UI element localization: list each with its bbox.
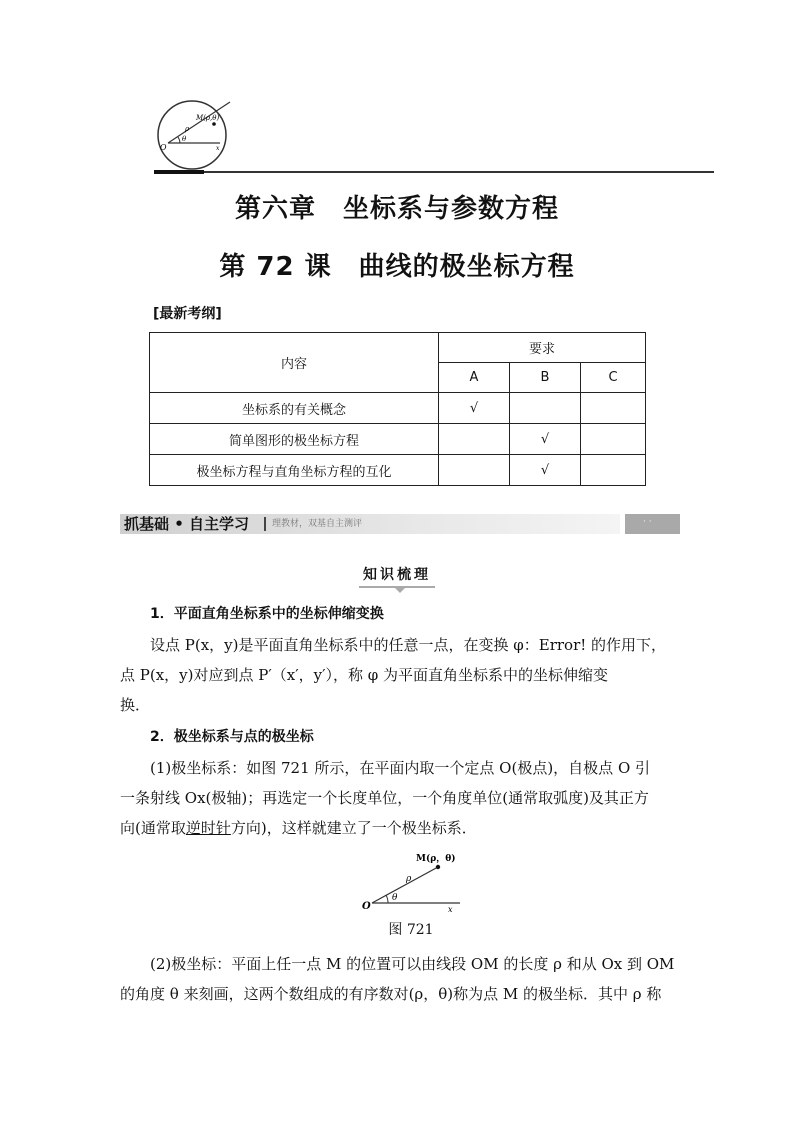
table-row [150,393,646,424]
paragraph-3-line-2: 的角度 θ 来刻画，这两个数组成的有序数对(ρ，θ)称为点 M 的极坐标．其中 ρ 称 [120,985,662,1003]
row-check-a: √ [439,393,510,424]
section-band [120,514,680,534]
chapter-title: 第六章 坐标系与参数方程 [234,194,559,224]
heading-2: 2．极坐标系与点的极坐标 [150,729,314,745]
heading-1: 1．平面直角坐标系中的坐标伸缩变换 [150,606,384,622]
fig-axis-label: x [448,905,453,914]
outline-label: [最新考纲] [153,306,222,322]
row-check-b: √ [510,424,581,455]
p2-post: 方向)，这样就建立了一个极坐标系． [230,819,477,837]
figure-caption: 图 721 [388,922,434,938]
paragraph-2-line-1: (1)极坐标系：如图 721 所示，在平面内取一个定点 O(极点)，自极点 O 引 [150,759,651,777]
lesson-title: 第 72 课 曲线的极坐标方程 [219,252,575,282]
row-check-b: √ [510,455,581,486]
logo-axis-label: x [216,145,220,152]
logo-origin-label: O [160,143,167,152]
polar-figure [360,845,470,915]
row-check-a [439,455,510,486]
section-heading-marker [393,586,407,593]
header-rule [154,171,714,173]
header-level-a: A [439,363,510,393]
header-content: 内容 [150,333,439,393]
row-content: 坐标系的有关概念 [150,393,439,424]
header-level-c: C [581,363,646,393]
header-rule-accent [154,170,204,174]
row-check-c [581,455,646,486]
logo-point-label: M(ρ,θ) [196,114,220,122]
row-check-b [510,393,581,424]
header-level-b: B [510,363,581,393]
logo-theta-label: θ [182,135,187,143]
paragraph-1-line-3: 换． [120,696,151,714]
point-m [436,865,440,869]
paragraph-3-line-1: (2)极坐标：平面上任一点 M 的位置可以由线段 OM 的长度 ρ 和从 Ox 到 OM [150,955,675,973]
paragraph-1-line-1: 设点 P(x，y)是平面直角坐标系中的任意一点，在变换 φ：Error! 的作用下， [150,636,667,654]
header-requirement: 要求 [439,333,646,363]
band-title: 抓基础 • 自主学习 [124,515,250,533]
angle-arc [386,895,388,903]
row-content: 简单图形的极坐标方程 [150,424,439,455]
row-check-a [439,424,510,455]
polar-logo-icon [150,95,240,175]
section-heading-text: 知识梳理 [359,564,435,588]
row-content: 极坐标方程与直角坐标方程的互化 [150,455,439,486]
table-row [150,455,646,486]
paragraph-2-line-3 [120,813,676,844]
band-separator [264,517,266,531]
p2-underline: 逆时针 [185,819,231,837]
p2-pre: 向(通常取 [120,819,186,837]
polar-ray [372,867,438,903]
band-dots: · · [643,517,652,527]
section-heading [0,564,794,588]
logo-rho-label: ρ [185,125,190,133]
fig-theta-label: θ [392,893,398,903]
fig-point-label: M(ρ，θ) [416,854,456,864]
paragraph-1-line-2: 点 P(x，y)对应到点 P′（x′，y′），称 φ 为平面直角坐标系中的坐标伸缩变 [120,666,609,684]
row-check-c [581,393,646,424]
band-subtitle: 理教材，双基自主测评 [272,519,363,529]
requirements-table [149,332,646,486]
paragraph-2-line-2: 一条射线 Ox(极轴)；再选定一个长度单位，一个角度单位(通常取弧度)及其正方 [120,789,649,807]
row-check-c [581,424,646,455]
table-row [150,424,646,455]
fig-rho-label: ρ [406,874,412,884]
band-end-block [625,514,680,534]
fig-origin-label: O [362,901,371,912]
